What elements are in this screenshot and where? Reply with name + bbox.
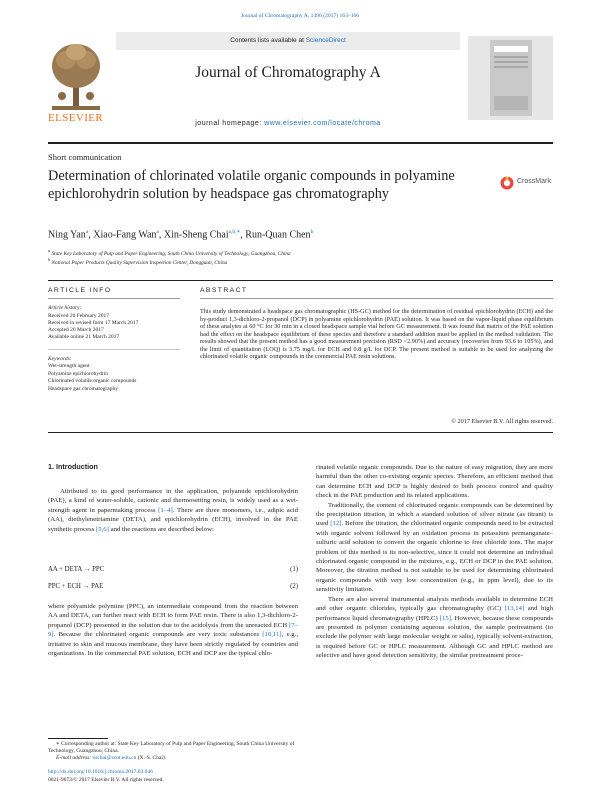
intro-paragraph [316, 501, 553, 595]
article-title: Determination of chlorinated volatile organic compounds in polyamine epichlorohydrin solution by headspace gas chromatography [48, 168, 455, 202]
author-name: Ning Yan [48, 229, 86, 241]
masthead-divider [48, 142, 553, 144]
abstract-text: This study demonstrated a headspace gas chromatographic (HS-GC) method for the determination of residual epichlorohydrin (ECH) and the by-product 1,3-dichloro-2-propanol (DCP) in polyamine epichlorohydrin (PAE) solution. It was based on the vapor-liquid phase equilibrium of these analytes at 60 °C for 30 min in a closed headspace sample vial before GC measurement. It was found that matrix of the PAE solution had the effect on the headspace equilibrium of these species and therefore a standard addition must be applied in the method validation. The results showed that the present method has a good measurement precision (RSD <2.90%) and accuracy (recoveries from 93.6 to 105%), and the limit of quantitation (LOQ) is 3.75 mg/L for ECH and 0.8 g/L for DCP. The present method is suitable to be used for analyzing the chlorinated volatile organic compounds in the commercial PAE resin solutions. [200, 308, 553, 361]
affiliation-b [48, 257, 227, 266]
contents-bar [116, 32, 460, 50]
history-label: Article history: [48, 305, 82, 311]
reference-link[interactable]: [10,11] [262, 631, 282, 639]
text-run: . Before the titration, the chlorinated organic compounds need to be extracted with organic solvent followed by an oxidation process in potassium permanganate–sulfuric acid solution to convert the organic chlorine to free chloride ions. The major problem of this method is its non-selective, since it could not determine an individual chlorinated organic compound in the mixtures, e.g., ECH or DCP in the PAE solution. Moreover, the titration method is not suitable to be used for determining chlorinated organic compounds with very low concentration (e.g., in ppm level), due to its sensitivity limitation. [316, 520, 553, 594]
text-run: and high performance liquid chromatography (HPLC) [316, 605, 553, 622]
author-list: Ning Yan$^a$, Xiao-Fang Wan$^a$, Xin-Sheng Chai$^{a,b,∗}$, Run-Quan Chen$^b$ [48, 229, 314, 241]
author-name: Run-Quan Chen [245, 229, 311, 241]
issn-line: 0021-9673/© 2017 Elsevier B.V. All rights reserved. [48, 777, 164, 783]
history-item: Received 20 February 2017 [48, 313, 109, 319]
homepage-label: journal homepage: [195, 120, 265, 127]
text-run: Attributed to its good performance in the application, polyamide epichlorohydrin (PAE), a kind of water-soluble, cationic and thermosetting resin, is widely used as a wet-strength agent in papermaking process [48, 488, 298, 514]
corresponding-author-note: ∗ Corresponding author at: State Key Laboratory of Pulp and Paper Engineering, South China University of Technology, Guangzhou, China. [48, 741, 295, 754]
intro-paragraph [48, 487, 298, 534]
author-affil-sup[interactable]: a,b,∗ [228, 229, 241, 235]
keywords-rule [48, 349, 180, 350]
journal-homepage [116, 120, 460, 127]
intro-paragraph [316, 595, 553, 661]
abstract-rule [200, 298, 553, 299]
email-note [48, 755, 298, 762]
affiliation-a [48, 248, 291, 257]
email-label: E-mail address: [56, 755, 93, 761]
reference-link[interactable]: [12] [330, 520, 342, 528]
affiliation-sup: a [48, 248, 51, 253]
equation-text: PPC + ECH → PAE [48, 583, 104, 590]
journal-citation[interactable]: Journal of Chromatography A, 1496 (2017) 163–166 [240, 13, 360, 19]
author-name: Xiao-Fang Wan [93, 229, 157, 241]
affiliation-divider [48, 280, 553, 281]
keyword-item: Wet-strength agent [48, 363, 90, 369]
equation-text: AA + DETA → PPC [48, 566, 105, 573]
intro-paragraph [316, 463, 553, 501]
keywords-label: Keywords: [48, 356, 72, 362]
text-run: rinated volatile organic compounds. Due to the nature of easy migration, they are more harmful than the other co-existing organic species. Therefore, an efficient method that can determine ECH and DCP is highly desired to both process control and quality check in the PAE production and its related applications. [316, 464, 553, 500]
abstract-copyright: © 2017 Elsevier B.V. All rights reserved. [451, 418, 553, 425]
history-item: Accepted 20 March 2017 [48, 327, 104, 333]
history-item: Received in revised form 17 March 2017 [48, 320, 139, 326]
article-info-rule [48, 298, 180, 299]
text-run: Traditionally, the content of chlorinated organic compounds can be determined by the precipitation titration, in which a standard solution of silver nitrate (as titrant) is used [316, 501, 553, 528]
intro-paragraph [48, 602, 298, 658]
doi-link[interactable]: http://dx.doi.org/10.1016/j.chroma.2017.03.046 [48, 769, 153, 775]
reference-link[interactable]: [5,6] [96, 525, 109, 533]
crossmark-label: CrossMark [517, 178, 551, 185]
affiliation-sup: b [48, 257, 51, 262]
reference-link[interactable]: [7–9] [48, 621, 298, 639]
elsevier-wordmark: ELSEVIER [48, 112, 104, 124]
abstract-end-divider [48, 432, 553, 433]
keyword-item: Headspace gas chromatography [48, 386, 118, 392]
email-link[interactable]: xschai@scut.edu.cn [92, 755, 137, 761]
reference-link[interactable]: [13,14] [504, 605, 525, 613]
text-run: . However, because these compounds are presented in polymer containing aqueous solution, the sample pretreatment (to exclude the polymer with large molecular weight or salts), typically solvent-extraction, is required before GC or HPLC measurement. Although GC and HPLC method are selective and have good detection sensitivity, the similar pretreatment proce- [316, 614, 554, 660]
homepage-link[interactable]: www.elsevier.com/locate/chroma [264, 120, 381, 127]
author-affil-sup[interactable]: a [85, 229, 89, 235]
affiliation-text: National Paper Products Quality Supervision Inspection Center, Dongguan, China [51, 259, 228, 266]
footnote-rule [48, 738, 108, 739]
history-item: Available online 21 March 2017 [48, 334, 120, 340]
reference-link[interactable]: [15] [439, 614, 451, 622]
article-type: Short communication [48, 152, 122, 162]
email-suffix: (X.-S. Chai). [136, 755, 167, 761]
journal-title: Journal of Chromatography A [195, 64, 381, 81]
contents-prefix: Contents lists available at [230, 37, 306, 44]
article-info-heading: ARTICLE INFO [48, 287, 112, 294]
introduction-heading: 1. Introduction [48, 462, 98, 471]
equation-1 [48, 566, 298, 573]
equation-number: (2) [290, 583, 298, 590]
right-column [316, 463, 553, 661]
elsevier-tree-logo [48, 36, 104, 112]
text-run: and the reactions are described below: [108, 525, 214, 533]
equation-number: (1) [290, 566, 298, 573]
text-run: . There are three monomers, i.e., adipic acid (AA), diethylenetriamine (DETA), and epichlorohydrin (ECH), involved in the PAE synthetic process [48, 506, 298, 533]
text-run: , e.g., irritative to skin and mucous membrane, they have been strictly regulated by countries and organizations. In the commercial PAE solution, ECH and DCP are the typical chlo- [48, 631, 299, 658]
journal-cover-thumbnail [468, 36, 553, 120]
text-run: . Because the chlorinated organic compounds are very toxic substances [53, 631, 263, 639]
keyword-item: Polyamine epichlorohydrin [48, 371, 109, 377]
text-run: where polyamide polymine (PPC), an intermediate compound from the reaction between AA and DETA, can further react with ECH to form PAE resin. There is also 1,3-dichloro-2-propanol (DCP) presented in the solution due to the acidolysis from the unreacted ECH [48, 603, 298, 629]
author-name: Xin-Sheng Chai [163, 229, 229, 241]
text-run: There are also several instrumental analysis methods available to determine ECH and other organic chlorides, typically gas chromatography (GC) [316, 595, 553, 613]
author-affil-sup[interactable]: b [310, 229, 314, 235]
reference-link[interactable]: [1–4] [158, 506, 173, 514]
sciencedirect-link[interactable]: ScienceDirect [305, 37, 346, 44]
journal-masthead [48, 32, 553, 132]
affiliation-text: State Key Laboratory of Pulp and Paper Engineering, South China University of Technology, Guangzhou, China [51, 250, 291, 257]
keyword-item: Chlorinated volatile organic compounds [48, 378, 137, 384]
abstract-heading: ABSTRACT [200, 287, 248, 294]
crossmark-badge[interactable] [500, 175, 556, 191]
equation-2 [48, 583, 298, 590]
author-affil-sup[interactable]: a [156, 229, 159, 235]
